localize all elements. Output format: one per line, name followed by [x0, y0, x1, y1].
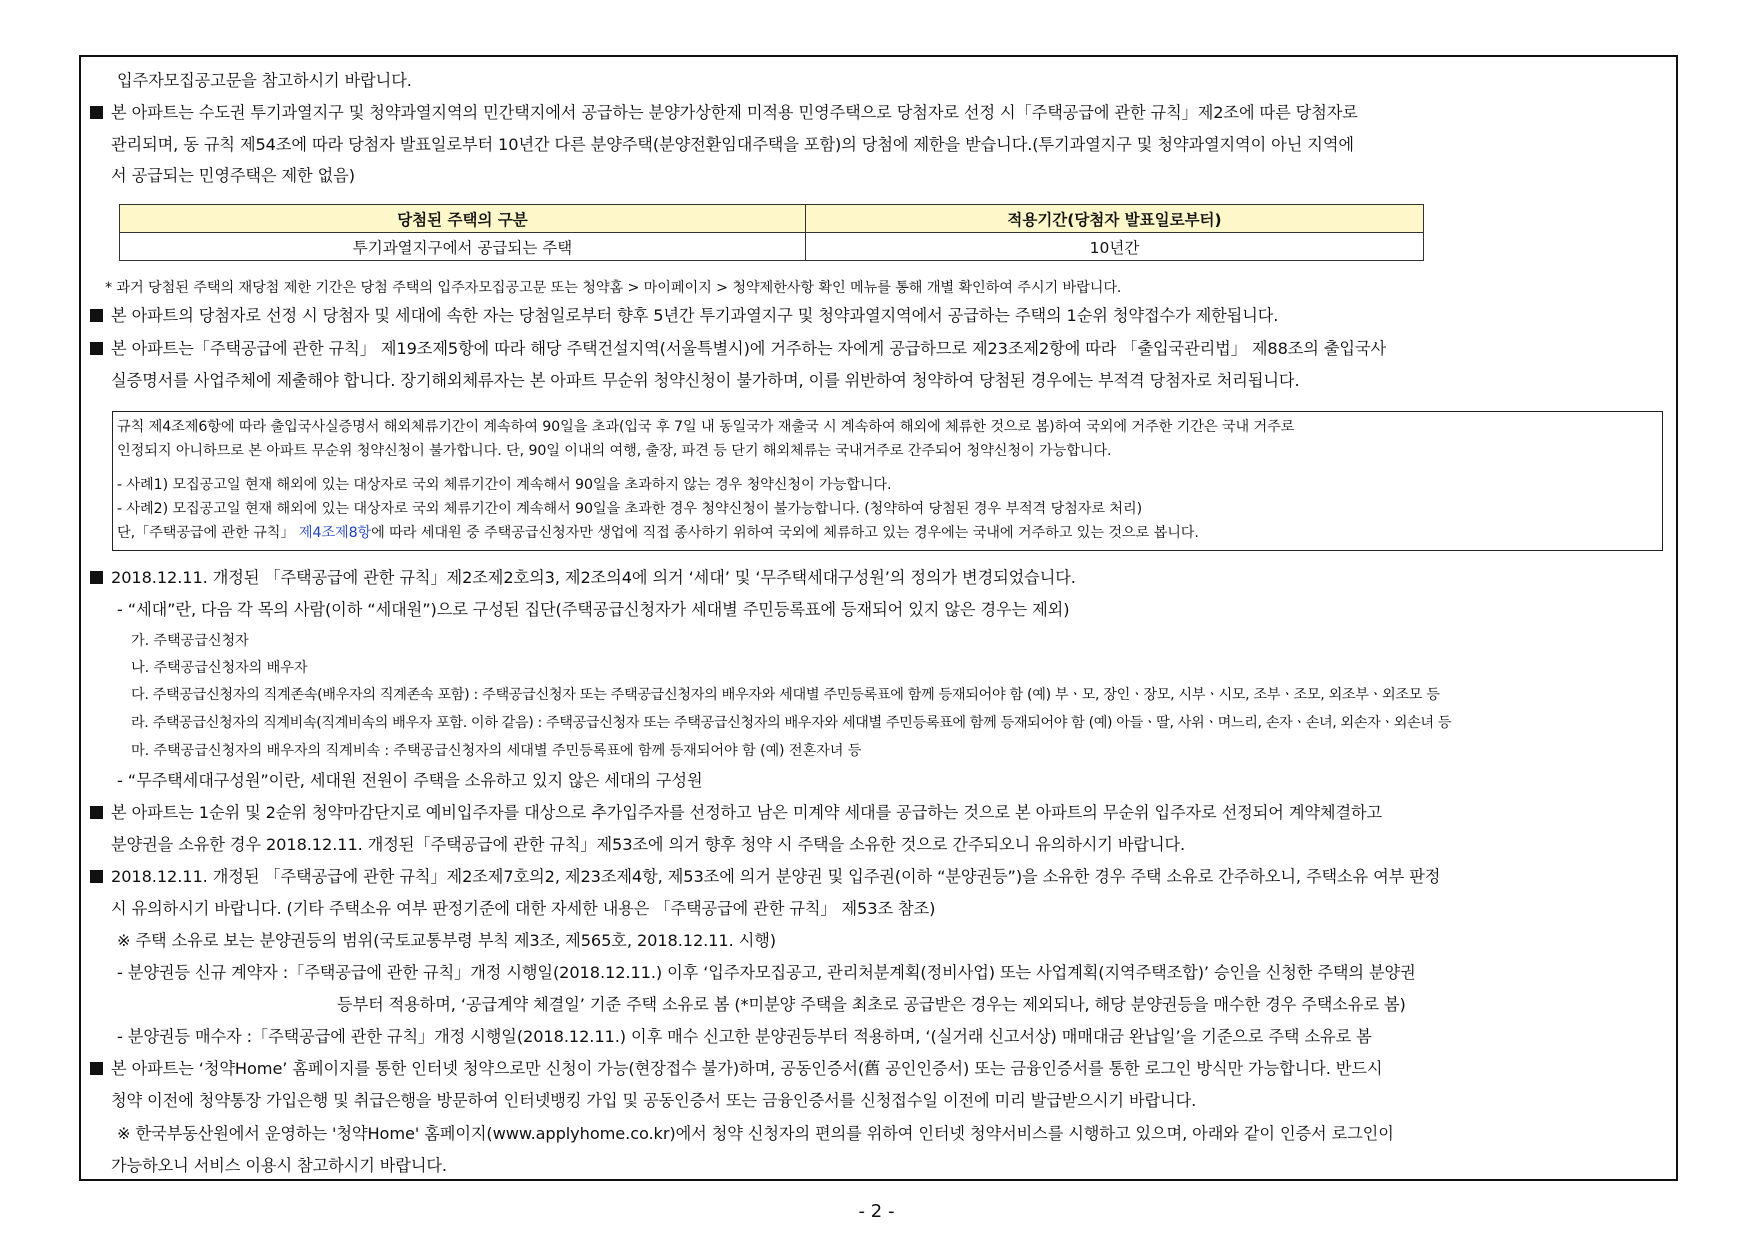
- text-line: 분양권을 소유한 경우 2018.12.11. 개정된「주택공급에 관한 규칙」제53조에 의거 향후 청약 시 주택을 소유한 것으로 간주되오니 유의하시기 바랍니다.: [111, 835, 1186, 854]
- text-line: 청약 이전에 청약통장 가입은행 및 취급은행을 방문하여 인터넷뱅킹 가입 및 공동인증서 또는 금융인증서를 신청접수일 이전에 미리 발급받으시기 바랍니다.: [111, 1091, 1197, 1110]
- page-number: - 2 -: [858, 1201, 895, 1222]
- table-row: [120, 233, 1424, 261]
- square-bullet-icon: [90, 870, 103, 883]
- text-line: 등부터 적용하며, ‘공급계약 체결일’ 기준 주택 소유로 봄 (*미분양 주택을 최초로 공급받은 경우는 제외되나, 해당 분양권등을 매수한 경우 주택소유로 봄): [337, 995, 1406, 1014]
- list-item: 다. 주택공급신청자의 직계존속(배우자의 직계존속 포함) : 주택공급신청자 또는 주택공급신청자의 배우자와 세대별 주민등록표에 함께 등재되어야 함 (예) 부ㆍ모, 장인ㆍ장모, 시부ㆍ시모, 조부ㆍ조모, 외조부ㆍ외조모 등: [131, 687, 1440, 703]
- bullet-paragraph: [90, 567, 1076, 589]
- list-item: 라. 주택공급신청자의 직계비속(직계비속의 배우자 포함. 이하 같음) : 주택공급신청자 또는 주택공급신청자의 배우자와 세대별 주민등록표에 함께 등재되어야 함 (예) 아들ㆍ딸, 사위ㆍ며느리, 손자ㆍ손녀, 외손자ㆍ외손녀 등: [131, 715, 1452, 731]
- text-line: 입주자모집공고문을 참고하시기 바랍니다.: [117, 71, 412, 90]
- text-line: 본 아파트는 1순위 및 2순위 청약마감단지로 예비입주자를 대상으로 추가입주자를 선정하고 남은 미계약 세대를 공급하는 것으로 본 아파트의 무순위 입주자로 선정되어 계약체결하고: [111, 803, 1383, 822]
- text-line: 가능하오니 서비스 이용시 참고하시기 바랍니다.: [111, 1156, 447, 1175]
- text-line: - 분양권등 매수자 :「주택공급에 관한 규칙」개정 시행일(2018.12.11.) 이후 매수 신고한 분양권등부터 적용하며, ‘(실거래 신고서상) 매매대금 완납일’을 기준으로 주택 소유로 봄: [117, 1027, 1372, 1046]
- table-cell: 투기과열지구에서 공급되는 주택: [120, 233, 806, 261]
- text-line: 본 아파트는 수도권 투기과열지구 및 청약과열지역의 민간택지에서 공급하는 분양가상한제 미적용 민영주택으로 당첨자로 선정 시「주택공급에 관한 규칙」제2조에 따른 당첨자로: [111, 103, 1358, 122]
- text-line: 시 유의하시기 바랍니다. (기타 주택소유 여부 판정기준에 대한 자세한 내용은 「주택공급에 관한 규칙」 제53조 참조): [111, 899, 936, 918]
- square-bullet-icon: [90, 1062, 103, 1075]
- bullet-paragraph: [90, 866, 1440, 888]
- rule-reference-link[interactable]: 제4조제8항: [298, 525, 372, 541]
- text-line: 인정되지 아니하므로 본 아파트 무순위 청약신청이 불가합니다. 단, 90일 이내의 여행, 출장, 파견 등 단기 해외체류는 국내거주로 간주되어 청약신청이 가능합니다.: [117, 443, 1112, 459]
- text-line: ※ 한국부동산원에서 운영하는 '청약Home' 홈페이지(www.applyhome.co.kr)에서 청약 신청자의 편의를 위하여 인터넷 청약서비스를 시행하고 있으며, 아래와 같이 인증서 로그인이: [117, 1124, 1394, 1143]
- text-line: [117, 522, 1199, 544]
- square-bullet-icon: [90, 309, 103, 322]
- table-header-cell: 적용기간(당첨자 발표일로부터): [806, 205, 1424, 233]
- list-item: 마. 주택공급신청자의 배우자의 직계비속 : 주택공급신청자의 세대별 주민등록표에 함께 등재되어야 함 (예) 전혼자녀 등: [131, 743, 862, 759]
- table-cell: 10년간: [806, 233, 1424, 261]
- text-span: 에 따라 세대원 중 주택공급신청자만 생업에 직접 종사하기 위하여 국외에 체류하고 있는 경우에는 국내에 거주하고 있는 것으로 봅니다.: [371, 525, 1199, 541]
- bullet-paragraph: [90, 1058, 1382, 1080]
- text-line: 서 공급되는 민영주택은 제한 없음): [111, 166, 355, 185]
- text-line: - “세대”란, 다음 각 목의 사람(이하 “세대원”)으로 구성된 집단(주택공급신청자가 세대별 주민등록표에 등재되어 있지 않은 경우는 제외): [117, 600, 1070, 619]
- restriction-table: [119, 204, 1424, 261]
- bullet-paragraph: [90, 305, 1278, 327]
- square-bullet-icon: [90, 342, 103, 355]
- text-span: 단,「주택공급에 관한 규칙」: [117, 525, 299, 541]
- text-line: - 분양권등 신규 계약자 :「주택공급에 관한 규칙」개정 시행일(2018.12.11.) 이후 ‘입주자모집공고, 관리처분계획(정비사업) 또는 사업계획(지역주택조합)’ 승인을 신청한 주택의 분양권: [117, 963, 1416, 982]
- square-bullet-icon: [90, 571, 103, 584]
- table-header-row: [120, 205, 1424, 233]
- list-item: 가. 주택공급신청자: [131, 633, 249, 649]
- square-bullet-icon: [90, 806, 103, 819]
- text-line: ※ 주택 소유로 보는 분양권등의 범위(국토교통부령 부칙 제3조, 제565호, 2018.12.11. 시행): [117, 931, 777, 950]
- footnote: * 과거 당첨된 주택의 재당첨 제한 기간은 당첨 주택의 입주자모집공고문 또는 청약홈 > 마이페이지 > 청약제한사항 확인 메뉴를 통해 개별 확인하여 주시기 바랍니다.: [105, 280, 1122, 296]
- text-line: - 사례1) 모집공고일 현재 해외에 있는 대상자로 국외 체류기간이 계속해서 90일을 초과하지 않는 경우 청약신청이 가능합니다.: [117, 477, 892, 493]
- list-item: 나. 주택공급신청자의 배우자: [131, 660, 308, 676]
- table-header-cell: 당첨된 주택의 구분: [120, 205, 806, 233]
- bullet-paragraph: [90, 338, 1386, 360]
- text-line: 2018.12.11. 개정된 「주택공급에 관한 규칙」제2조제2호의3, 제2조의4에 의거 ‘세대’ 및 ‘무주택세대구성원’의 정의가 변경되었습니다.: [111, 568, 1076, 587]
- bullet-paragraph: [90, 102, 1358, 124]
- text-line: - “무주택세대구성원”이란, 세대원 전원이 주택을 소유하고 있지 않은 세대의 구성원: [117, 771, 703, 790]
- text-line: 본 아파트의 당첨자로 선정 시 당첨자 및 세대에 속한 자는 당첨일로부터 향후 5년간 투기과열지구 및 청약과열지역에서 공급하는 주택의 1순위 청약접수가 제한됩니다.: [111, 306, 1279, 325]
- text-line: 본 아파트는「주택공급에 관한 규칙」 제19조제5항에 따라 해당 주택건설지역(서울특별시)에 거주하는 자에게 공급하므로 제23조제2항에 따라 「출입국관리법」 제88조의 출입국사: [111, 339, 1387, 358]
- text-line: 2018.12.11. 개정된 「주택공급에 관한 규칙」제2조제7호의2, 제23조제4항, 제53조에 의거 분양권 및 입주권(이하 “분양권등”)을 소유한 경우 주택 소유로 간주하오니, 주택소유 여부 판정: [111, 867, 1441, 886]
- text-line: 본 아파트는 ‘청약Home’ 홈페이지를 통한 인터넷 청약으로만 신청이 가능(현장접수 불가)하며, 공동인증서(舊 공인인증서) 또는 금융인증서를 통한 로그인 방식만 가능합니다. 반드시: [111, 1059, 1383, 1078]
- text-line: 규칙 제4조제6항에 따라 출입국사실증명서 해외체류기간이 계속하여 90일을 초과(입국 후 7일 내 동일국가 재출국 시 계속하여 해외에 체류한 것으로 봄)하여 국외에 거주한 기간은 국내 거주로: [117, 419, 1295, 435]
- text-line: 실증명서를 사업주체에 제출해야 합니다. 장기해외체류자는 본 아파트 무순위 청약신청이 불가하며, 이를 위반하여 청약하여 당첨된 경우에는 부적격 당첨자로 처리됩니다.: [111, 371, 1300, 390]
- text-line: 관리되며, 동 규칙 제54조에 따라 당첨자 발표일로부터 10년간 다른 분양주택(분양전환임대주택을 포함)의 당첨에 제한을 받습니다.(투기과열지구 및 청약과열지역이 아닌 지역에: [111, 135, 1354, 154]
- text-line: - 사례2) 모집공고일 현재 해외에 있는 대상자로 국외 체류기간이 계속해서 90일을 초과한 경우 청약신청이 불가능합니다. (청약하여 당첨된 경우 부적격 당첨자로 처리): [117, 501, 1143, 517]
- bullet-paragraph: [90, 802, 1382, 824]
- square-bullet-icon: [90, 106, 103, 119]
